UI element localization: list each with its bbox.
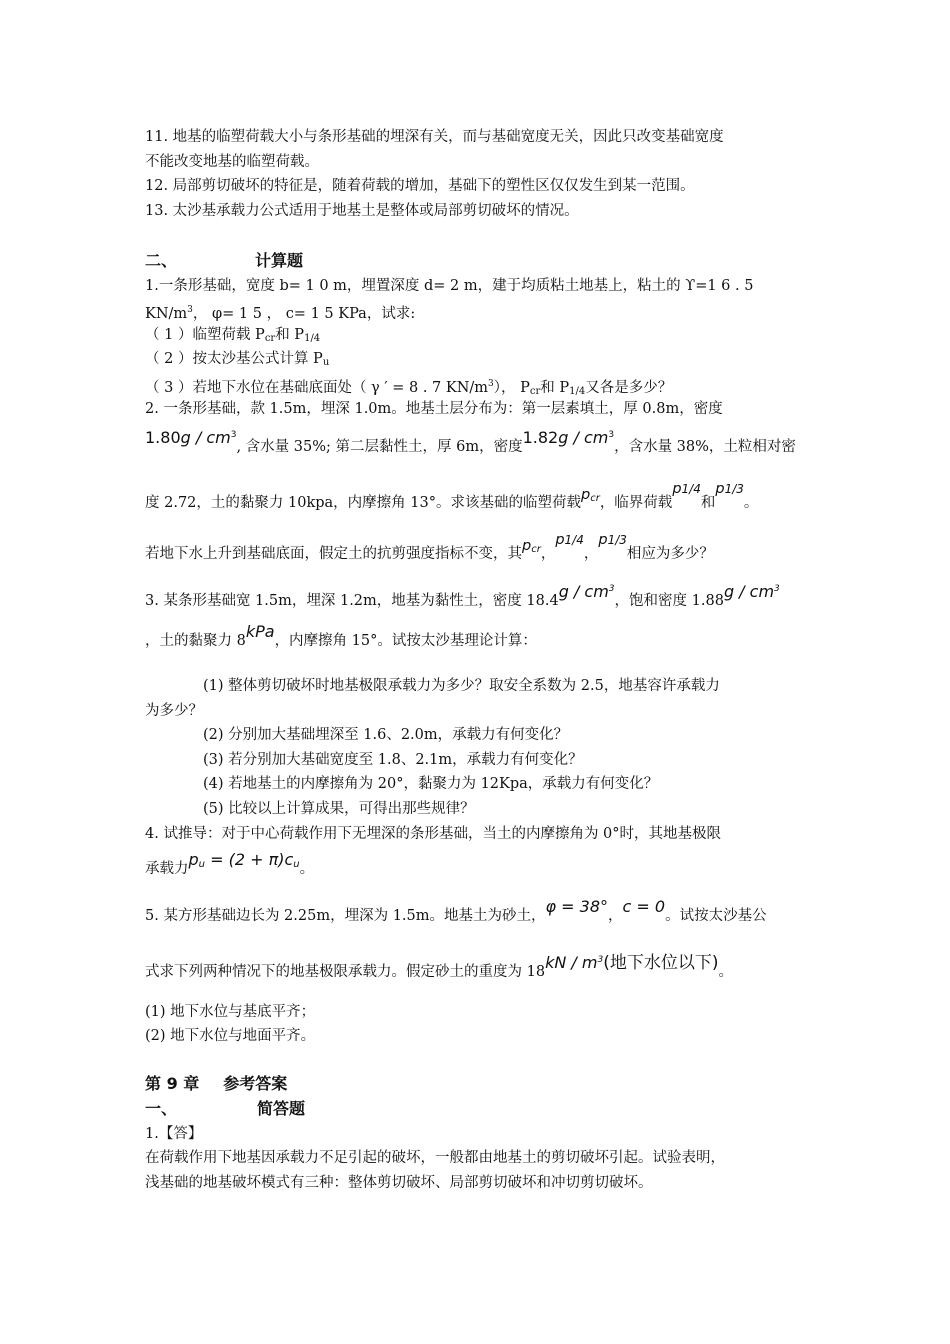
item-13: 13. 太沙基承载力公式适用于地基土是整体或局部剪切破坏的情况。	[145, 203, 579, 219]
problem-1-q1: （ 1 ）临塑荷载 $P_{cr}$和 $P_{1/4}$	[145, 327, 321, 344]
answer-1-line-1: 在荷载作用下地基因承载力不足引起的破坏，一般都由地基土的剪切破坏引起。试验表明，	[145, 1150, 725, 1166]
density-formula-1: $1.80g / cm^3$	[145, 428, 237, 447]
p-third-symbol: p1/3	[715, 481, 744, 497]
p-cr-symbol: $p_{cr}$	[580, 487, 600, 504]
problem-1-line-1: 1.一条形基础，宽度 b= 1 0 m，埋置深度 d= 2 m，建于均质粘土地基上，粘土的 ϒ=1 6 . 5	[145, 278, 754, 294]
problem-3-sub-1a: (1) 整体剪切破坏时地基极限承载力为多少？取安全系数为 2.5，地基容许承载力	[203, 678, 720, 694]
problem-4-line-1: 4. 试推导：对于中心荷载作用下无埋深的条形基础，当土的内摩擦角为 0°时，其地基极限	[145, 826, 722, 842]
item-12: 12. 局部剪切破坏的特征是，随着荷载的增加，基础下的塑性区仅仅发生到某一范围。	[145, 178, 695, 194]
cohesion-formula: c = 0	[622, 897, 666, 916]
problem-3-sub-2: (2) 分别加大基础埋深至 1.6、2.0m，承载力有何变化？	[203, 727, 569, 743]
problem-1-q2: （ 2 ）按太沙基公式计算 $P_u$	[145, 351, 330, 368]
problem-3-sub-1b: 为多少？	[145, 703, 203, 719]
p-quarter-symbol-2: p1/4	[555, 532, 584, 548]
problem-5-line-1: 5. 某方形基础边长为 2.25m，埋深为 1.5m。地基土为砂土，φ = 38°，c = 0。试按太沙基公	[145, 897, 767, 924]
problem-5-line-2: 式求下列两种情况下的地基极限承载力。假定砂土的重度为 $18kN / m^3$(地下水位以下)。	[145, 958, 733, 982]
item-11-line-1: 11. 地基的临塑荷载大小与条形基础的埋深有关，而与基础宽度无关，因此只改变基础宽度	[145, 129, 724, 145]
problem-4-line-2: 承载力$p_u = (2 + \pi)c_u$。	[145, 850, 315, 877]
problem-3-line-2: ，土的黏聚力 8kPa，内摩擦角 15°。试按太沙基理论计算：	[145, 622, 537, 649]
answers-section-title: 简答题	[257, 1099, 306, 1118]
problem-1-q3: （ 3 ）若地下水位在基础底面处（ γ ′ = 8 . 7 $KN/m^3$）， $P_{cr}$和 $P_{1/4}$又各是多少？	[145, 379, 673, 397]
problem-2-line-3: 度 2.72，土的黏聚力 10kpa，内摩擦角 13°。求该基础的临塑荷载$p_{cr}$，临界荷载p1/4和p1/3。	[145, 481, 759, 511]
answer-1-line-2: 浅基础的地基破坏模式有三种：整体剪切破坏、局部剪切破坏和冲切剪切破坏。	[145, 1175, 653, 1191]
p-quarter-symbol: p1/4	[672, 481, 701, 497]
problem-5-case-2: (2) 地下水位与地面平齐。	[145, 1028, 316, 1044]
p-cr-symbol-2: $p_{cr}$	[522, 538, 541, 555]
chapter-title: 参考答案	[223, 1074, 288, 1093]
groundwater-note: (地下水位以下)	[603, 953, 719, 973]
unit-kpa: kPa	[245, 622, 275, 641]
answer-1-label: 1.【答】	[145, 1126, 203, 1142]
unit-g-cm3-2: g / $cm^3$	[723, 582, 780, 601]
chapter-heading	[145, 1074, 287, 1094]
chapter-number: 第 9 章	[145, 1074, 200, 1093]
problem-1-line-2: $KN/m^3$， φ= 1 5 ， c= 1 5 KPa，试求:	[145, 305, 416, 322]
problem-3-sub-3: (3) 若分别加大基础宽度至 1.8、2.1m，承载力有何变化？	[203, 752, 583, 768]
problem-3-sub-4: (4) 若地基土的内摩擦角为 20°，黏聚力为 12Kpa，承载力有何变化？	[203, 776, 659, 792]
problem-2-line-1: 2. 一条形基础，款 1.5m，埋深 1.0m。地基土层分布为：第一层素填土，厚 0.8m，密度	[145, 401, 723, 417]
p-third-symbol-2: p1/3	[598, 532, 627, 548]
item-11-line-2: 不能改变地基的临塑荷载。	[145, 154, 319, 170]
unit-g-cm3: g / $cm^3$	[558, 582, 615, 601]
unit-kn-m3: kN / $m^3$	[545, 953, 604, 972]
problem-5-case-1: (1) 地下水位与基底平齐；	[145, 1004, 316, 1020]
section-number: 二、	[145, 251, 178, 270]
ultimate-bearing-formula: $p_u = (2 + \pi)c_u$	[188, 850, 300, 870]
problem-3-line-1: 3. 某条形基础宽 1.5m，埋深 1.2m，地基为黏性土，密度 $18.4g / cm^3$，饱和密度 $1.88g / cm^3$	[145, 587, 780, 611]
problem-2-line-4: 若地下水上升到基础底面，假定土的抗剪强度指标不变，其$p_{cr}$，p1/4，p1/3相应为多少？	[145, 532, 714, 562]
section-heading-calculation	[145, 251, 303, 271]
answers-section-heading	[145, 1099, 305, 1119]
section-title: 计算题	[255, 251, 304, 270]
answers-section-number: 一、	[145, 1099, 178, 1118]
problem-3-sub-5: (5) 比较以上计算成果，可得出那些规律？	[203, 801, 475, 817]
phi-formula: φ = 38°	[545, 897, 609, 916]
problem-2-line-2: $1.80g / cm^3$, 含水量 35%; 第二层黏性土，厚 6m，密度$1.82g / cm^3$，含水量 38%，土粒相对密	[145, 433, 796, 457]
density-formula-2: $1.82g / cm^3$	[522, 428, 615, 447]
